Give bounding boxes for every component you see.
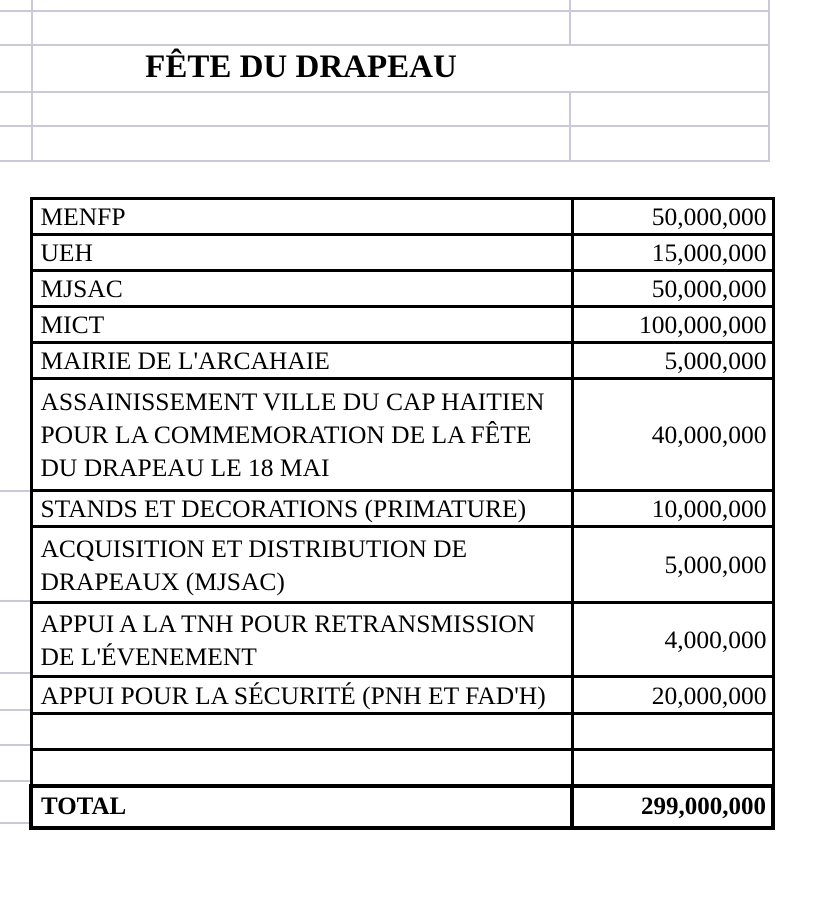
row-amount: 40,000,000 — [572, 379, 773, 491]
gridline — [0, 822, 30, 824]
total-amount: 299,000,000 — [572, 786, 773, 828]
row-amount: 50,000,000 — [572, 199, 773, 235]
row-amount: 10,000,000 — [572, 491, 773, 527]
row-label: UEH — [31, 235, 572, 271]
gridline — [0, 91, 770, 93]
gridline — [0, 672, 30, 674]
row-amount: 50,000,000 — [572, 271, 773, 307]
row-label: MENFP — [31, 199, 572, 235]
table-row — [31, 271, 773, 307]
row-amount — [572, 750, 773, 786]
budget-table — [29, 197, 775, 830]
row-amount: 100,000,000 — [572, 307, 773, 343]
table-row — [31, 527, 773, 603]
table-row — [31, 199, 773, 235]
gridline — [0, 744, 30, 746]
row-amount: 20,000,000 — [572, 677, 773, 714]
gridline — [0, 490, 30, 492]
row-amount: 4,000,000 — [572, 603, 773, 677]
row-label: ASSAINISSEMENT VILLE DU CAP HAITIEN POUR LA COMMEMORATION DE LA FÊTE DU DRAPEAU LE 18 MAI — [31, 379, 572, 491]
table-row — [31, 677, 773, 714]
table-row — [31, 714, 773, 750]
row-label: ACQUISITION ET DISTRIBUTION DE DRAPEAUX (MJSAC) — [31, 527, 572, 603]
gridline — [0, 10, 770, 12]
row-label — [31, 714, 572, 750]
row-label — [31, 750, 572, 786]
row-label: STANDS ET DECORATIONS (PRIMATURE) — [31, 491, 572, 527]
row-label: MJSAC — [31, 271, 572, 307]
row-amount: 5,000,000 — [572, 527, 773, 603]
table-row — [31, 307, 773, 343]
gridline — [768, 0, 770, 161]
row-label: APPUI POUR LA SÉCURITÉ (PNH ET FAD'H) — [31, 677, 572, 714]
table-row — [31, 343, 773, 379]
total-label: TOTAL — [31, 786, 572, 828]
gridline — [0, 125, 770, 127]
gridline — [0, 160, 770, 162]
row-label: MAIRIE DE L'ARCAHAIE — [31, 343, 572, 379]
total-row — [31, 786, 773, 828]
gridline — [569, 91, 571, 161]
page-title: FÊTE DU DRAPEAU — [145, 49, 457, 85]
table-row — [31, 379, 773, 491]
row-amount: 5,000,000 — [572, 343, 773, 379]
row-amount — [572, 714, 773, 750]
gridline — [0, 600, 30, 602]
row-label: APPUI A LA TNH POUR RETRANSMISSION DE L'ÉVENEMENT — [31, 603, 572, 677]
table-row — [31, 603, 773, 677]
gridline — [0, 780, 30, 782]
row-label: MICT — [31, 307, 572, 343]
gridline — [0, 709, 30, 711]
gridline — [569, 0, 571, 44]
table-row — [31, 235, 773, 271]
row-amount: 15,000,000 — [572, 235, 773, 271]
table-row — [31, 750, 773, 786]
table-row — [31, 491, 773, 527]
